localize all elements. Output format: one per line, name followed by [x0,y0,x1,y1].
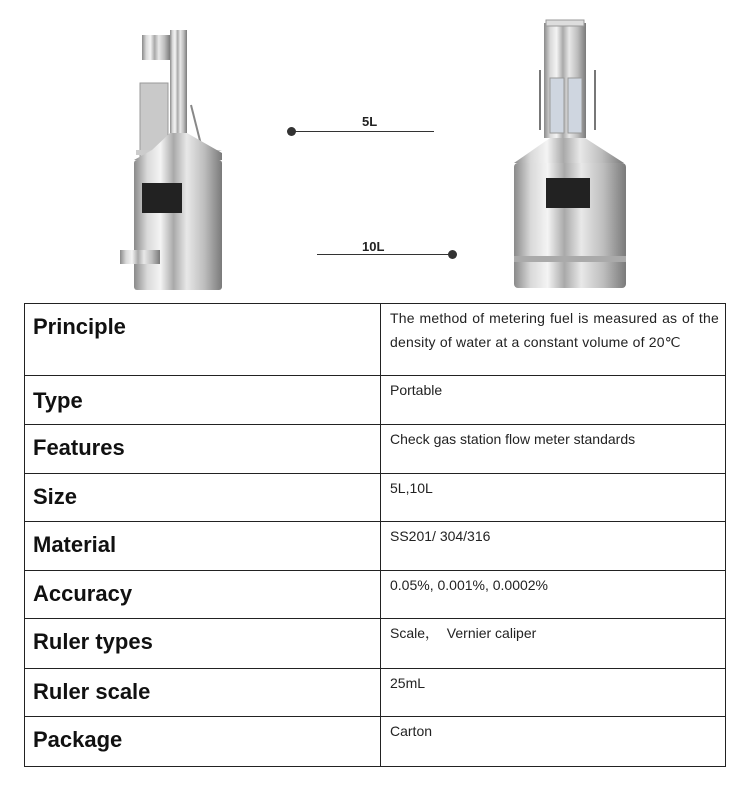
size-label-5l: 5L [362,114,378,129]
spec-key: Ruler scale [25,669,381,717]
spec-table [24,303,726,767]
spec-key: Package [25,717,381,767]
spec-value: Carton [381,717,726,767]
callout-line-5l [292,131,434,132]
spec-value: The method of metering fuel is measured as of the density of water at a constant volume of 20℃ [381,304,726,376]
spec-value: 0.05%, 0.001%, 0.0002% [381,571,726,619]
table-row-type [25,376,726,425]
callout-dot-10l [448,250,457,259]
spec-value: 25mL [381,669,726,717]
table-row-principle [25,304,726,376]
spec-value: Scale， Vernier caliper [381,619,726,669]
spec-key: Type [25,376,381,425]
spec-value: SS201/ 304/316 [381,522,726,571]
table-row-material [25,522,726,571]
size-label-10l: 10L [362,239,385,254]
spec-key: Material [25,522,381,571]
table-row-accuracy [25,571,726,619]
product-hero [0,0,750,300]
spec-value: Check gas station flow meter standards [381,425,726,474]
table-row-features [25,425,726,474]
table-row-ruler-types [25,619,726,669]
spec-key: Size [25,474,381,522]
spec-key: Ruler types [25,619,381,669]
spec-key: Accuracy [25,571,381,619]
spec-value: 5L,10L [381,474,726,522]
table-row-package [25,717,726,767]
table-row-ruler-scale [25,669,726,717]
callout-line-10l [317,254,453,255]
spec-key: Features [25,425,381,474]
table-row-size [25,474,726,522]
spec-value: Portable [381,376,726,425]
product-image-5l-can [112,25,227,295]
spec-key: Principle [25,304,381,376]
product-image-10l-can [510,18,635,293]
